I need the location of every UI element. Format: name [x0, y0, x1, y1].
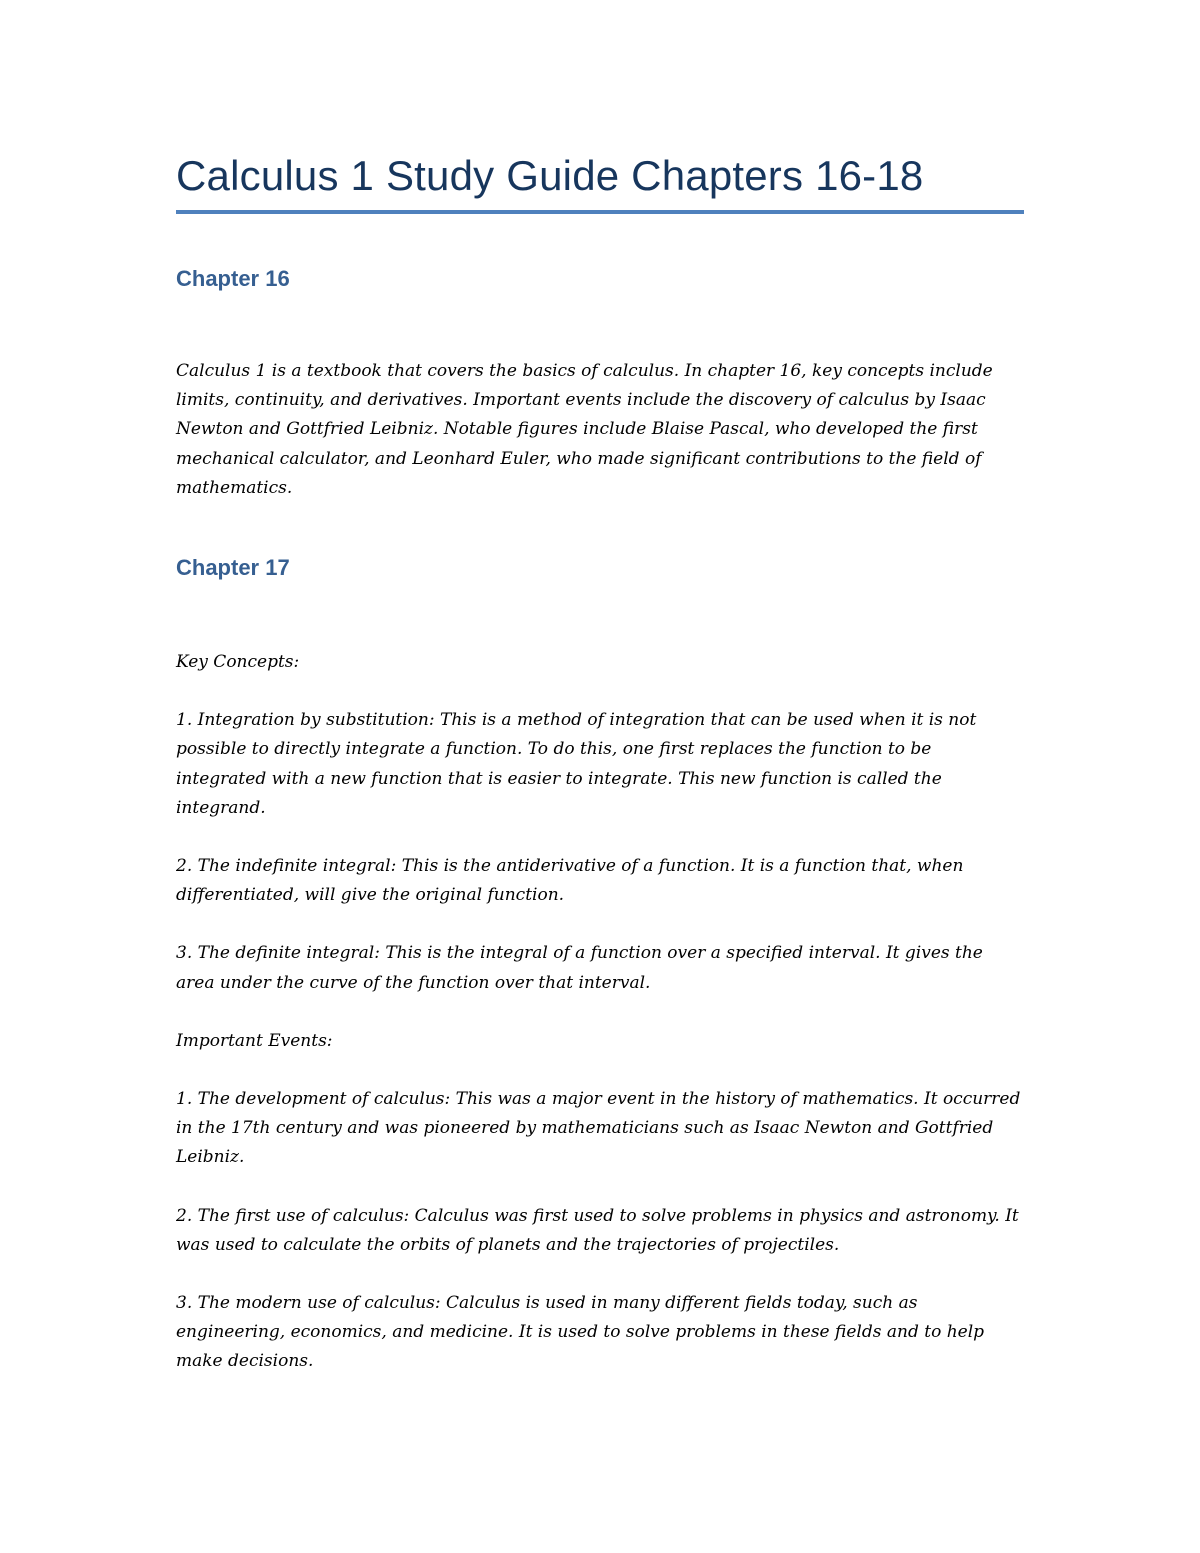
document-title: Calculus 1 Study Guide Chapters 16-18 [176, 152, 924, 199]
important-event-item: 3. The modern use of calculus: Calculus is used in many different fields today, such as engineering, economics, and medicine. It is used to solve problems in these fields and to help make decisions. [176, 1293, 985, 1372]
important-event-item: 1. The development of calculus: This was a major event in the history of mathematics. It occurred in the 17th century and was pioneered by mathematicians such as Isaac Newton and Gottfried Leibniz. [176, 1089, 1021, 1168]
key-concept-item: 2. The indefinite integral: This is the antiderivative of a function. It is a function that, when differentiated, will give the original function. [176, 856, 964, 906]
important-events-label: Important Events: [176, 1030, 333, 1051]
document-page [176, 150, 1026, 1377]
key-concepts-label: Key Concepts: [176, 652, 300, 673]
chapter-16-paragraph: Calculus 1 is a textbook that covers the basics of calculus. In chapter 16, key concepts include limits, continuity, and derivatives. Important events include the discovery of calculus by Isaac Newton and Gottfried Leibniz. Notable figures include Blaise Pascal, who developed the first mechanical calculator, and Leonhard Euler, who made significant contributions to the field of mathematics. [176, 361, 993, 498]
chapter-17-heading: Chapter 17 [176, 555, 290, 581]
title-underline [176, 210, 1024, 214]
important-event-item: 2. The first use of calculus: Calculus was first used to solve problems in physics and astronomy. It was used to calculate the orbits of planets and the trajectories of projectiles. [176, 1205, 1019, 1255]
chapter-16-heading: Chapter 16 [176, 266, 290, 291]
key-concept-item: 1. Integration by substitution: This is a method of integration that can be used when it is not possible to directly integrate a function. To do this, one first replaces the function to be integrated with a new function that is easier to integrate. This new function is called the integrand. [176, 710, 977, 818]
key-concept-item: 3. The definite integral: This is the integral of a function over a specified interval. It gives the area under the curve of the function over that interval. [176, 943, 983, 993]
